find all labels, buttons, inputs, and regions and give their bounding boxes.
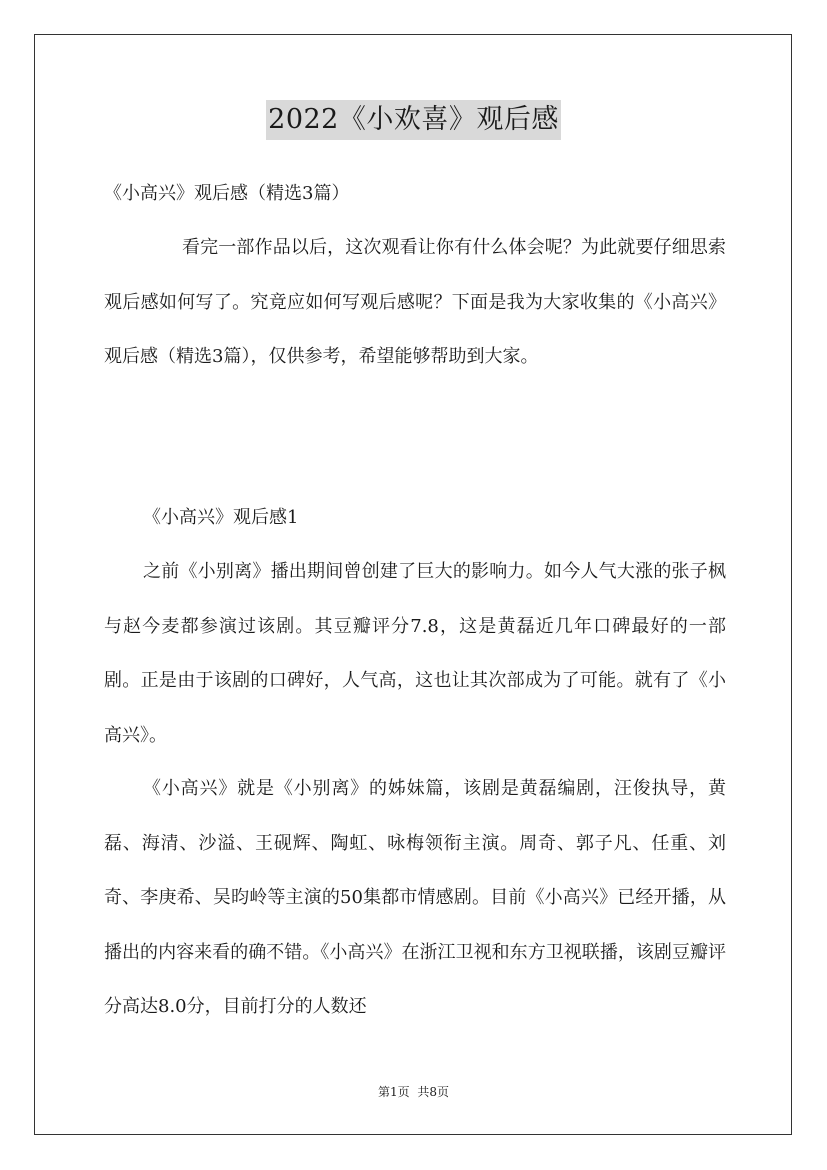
page-total: 共8页 [417, 1085, 449, 1099]
page-number: 第1页 [378, 1085, 410, 1099]
body-paragraph-1: 之前《小别离》播出期间曾创建了巨大的影响力。如今人气大涨的张子枫与赵今麦都参演过该剧。其豆瓣评分7.8，这是黄磊近几年口碑最好的一部剧。正是由于该剧的口碑好，人气高，这也让其次部成为了可能。就有了《小高兴》。 [104, 561, 726, 746]
section-heading: 《小高兴》观后感1 [143, 507, 299, 528]
document-subtitle: 《小高兴》观后感（精选3篇） [104, 183, 350, 204]
title-container [0, 100, 827, 140]
page-footer [0, 1083, 827, 1101]
intro-paragraph: 看完一部作品以后，这次观看让你有什么体会呢？为此就要仔细思索观后感如何写了。究竟应如何写观后感呢？下面是我为大家收集的《小高兴》观后感（精选3篇），仅供参考，希望能够帮助到大家。 [104, 237, 726, 367]
document-title: 2022《小欢喜》观后感 [266, 100, 561, 140]
body-paragraph-2: 《小高兴》就是《小别离》的姊妹篇，该剧是黄磊编剧，汪俊执导，黄磊、海清、沙溢、王砚辉、陶虹、咏梅领衔主演。周奇、郭子凡、任重、刘奇、李庚希、吴昀岭等主演的50集都市情感剧。目前《小高兴》已经开播，从播出的内容来看的确不错。《小高兴》在浙江卫视和东方卫视联播，该剧豆瓣评分高达8.0分，目前打分的人数还 [104, 778, 726, 1017]
